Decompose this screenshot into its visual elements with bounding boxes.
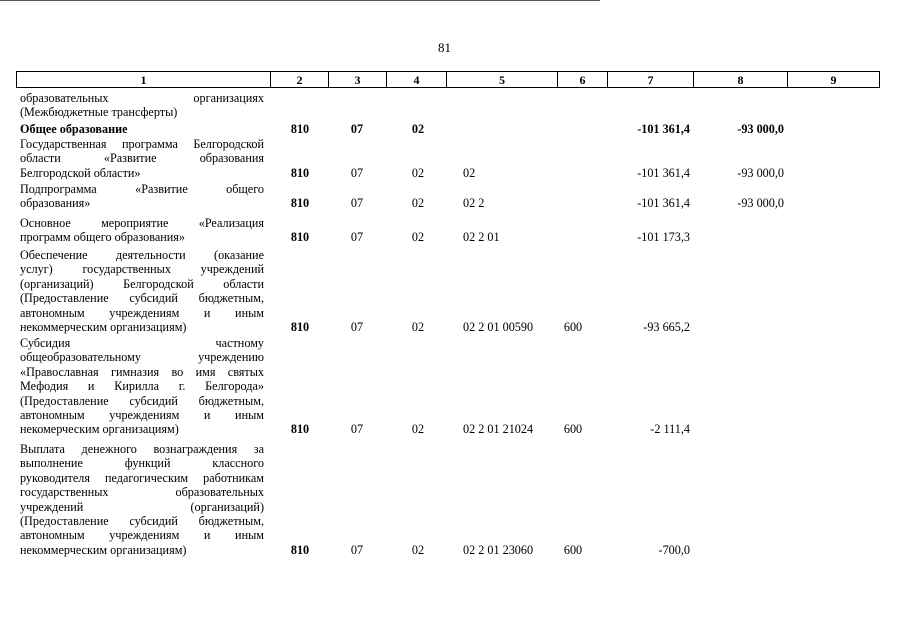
row-cell-c4: 02 <box>411 122 425 136</box>
description-line: программ общего образования» <box>20 230 185 245</box>
page-top-rule <box>0 0 600 1</box>
description-line: образовательных организациях <box>20 91 264 105</box>
description-line: Основное мероприятие «Реализация <box>20 216 264 230</box>
row-cell-c4: 02 <box>411 320 425 334</box>
description-line: Общее образование <box>20 122 128 136</box>
description-line: Обеспечение деятельности (оказание <box>20 248 264 262</box>
description-line: автономным учреждениям и иным <box>20 528 264 543</box>
description-line: некомерческим организациям) <box>20 422 179 437</box>
row-cell-c2: 810 <box>290 165 310 180</box>
description-line: «Православная гимназия во имя святых <box>20 364 264 379</box>
header-col-1: 1 <box>17 72 271 87</box>
row-description <box>20 336 264 437</box>
row-cell-c4: 02 <box>411 196 425 211</box>
row-cell-c3: 07 <box>350 422 364 437</box>
row-cell-c6: 600 <box>563 320 583 334</box>
row-cell-c5: 02 2 <box>463 196 485 211</box>
row-cell-c5: 02 2 01 23060 <box>463 542 534 557</box>
description-line: некоммерческим организациям) <box>20 542 187 557</box>
header-col-7: 7 <box>608 72 694 87</box>
row-cell-c7: -700,0 <box>658 542 690 557</box>
row-cell-c6: 600 <box>563 542 583 557</box>
row-cell-c7: -93 665,2 <box>643 320 690 334</box>
description-line: Подпрограмма «Развитие общего <box>20 182 264 196</box>
description-line: учреждений (организаций) <box>20 499 264 514</box>
header-col-5: 5 <box>447 72 558 87</box>
row-description <box>20 442 264 557</box>
row-cell-c3: 07 <box>350 122 364 136</box>
row-cell-c8: -93 000,0 <box>737 196 784 211</box>
description-line: (Предоставление субсидий бюджетным, <box>20 291 264 306</box>
description-line: (Межбюджетные трансферты) <box>20 105 178 120</box>
row-cell-c4: 02 <box>411 542 425 557</box>
description-line: (Предоставление субсидий бюджетным, <box>20 514 264 529</box>
description-line: Белгородской области» <box>20 165 141 180</box>
description-line: Выплата денежного вознаграждения за <box>20 442 264 456</box>
row-cell-c3: 07 <box>350 196 364 211</box>
row-cell-c7: -2 111,4 <box>650 422 690 437</box>
description-line: некоммерческим организациям) <box>20 320 187 335</box>
row-cell-c5: 02 2 01 00590 <box>463 320 534 334</box>
row-cell-c4: 02 <box>411 165 425 180</box>
row-cell-c8: -93 000,0 <box>737 165 784 180</box>
row-cell-c2: 810 <box>290 230 310 245</box>
row-cell-c2: 810 <box>290 542 310 557</box>
row-cell-c3: 07 <box>350 230 364 245</box>
row-cell-c3: 07 <box>350 165 364 180</box>
row-cell-c7: -101 361,4 <box>637 165 690 180</box>
row-cell-c5: 02 2 01 <box>463 230 500 245</box>
header-col-3: 3 <box>329 72 387 87</box>
row-cell-c5: 02 2 01 21024 <box>463 422 534 437</box>
row-cell-c7: -101 361,4 <box>637 122 690 136</box>
row-cell-c4: 02 <box>411 422 425 437</box>
header-col-6: 6 <box>558 72 608 87</box>
header-col-9: 9 <box>830 73 837 87</box>
row-cell-c2: 810 <box>290 122 310 136</box>
description-line: (организаций) Белгородской области <box>20 276 264 291</box>
row-cell-c5: 02 <box>463 165 476 180</box>
row-description <box>20 182 264 211</box>
row-cell-c3: 07 <box>350 542 364 557</box>
table-header <box>16 71 880 88</box>
description-line: области «Развитие образования <box>20 151 264 166</box>
row-cell-c7: -101 173,3 <box>637 230 690 245</box>
page-number: 81 <box>438 40 451 55</box>
description-line: услуг) государственных учреждений <box>20 262 264 277</box>
description-line: государственных образовательных <box>20 485 264 500</box>
description-line: (Предоставление субсидий бюджетным, <box>20 393 264 408</box>
header-col-4: 4 <box>387 72 447 87</box>
description-line: Мефодия и Кирилла г. Белгорода» <box>20 379 264 394</box>
description-line: руководителя педагогическим работникам <box>20 470 264 485</box>
row-cell-c8: -93 000,0 <box>737 122 784 136</box>
row-description <box>20 122 264 136</box>
row-description <box>20 216 264 245</box>
row-cell-c6: 600 <box>563 422 583 437</box>
row-cell-c2: 810 <box>290 320 310 334</box>
description-line: выполнение функций классного <box>20 456 264 471</box>
description-line: автономным учреждениям и иным <box>20 408 264 423</box>
row-description <box>20 137 264 180</box>
row-description <box>20 91 264 120</box>
description-line: Государственная программа Белгородской <box>20 137 264 151</box>
row-cell-c2: 810 <box>290 196 310 211</box>
row-cell-c2: 810 <box>290 422 310 437</box>
header-col-2: 2 <box>271 72 329 87</box>
description-line: Субсидия частному <box>20 336 264 350</box>
row-cell-c7: -101 361,4 <box>637 196 690 211</box>
description-line: общеобразовательному учреждению <box>20 350 264 365</box>
row-cell-c4: 02 <box>411 230 425 245</box>
description-line: образования» <box>20 196 91 211</box>
row-description <box>20 248 264 334</box>
row-cell-c3: 07 <box>350 320 364 334</box>
header-col-8: 8 <box>694 72 788 87</box>
description-line: автономным учреждениям и иным <box>20 305 264 320</box>
